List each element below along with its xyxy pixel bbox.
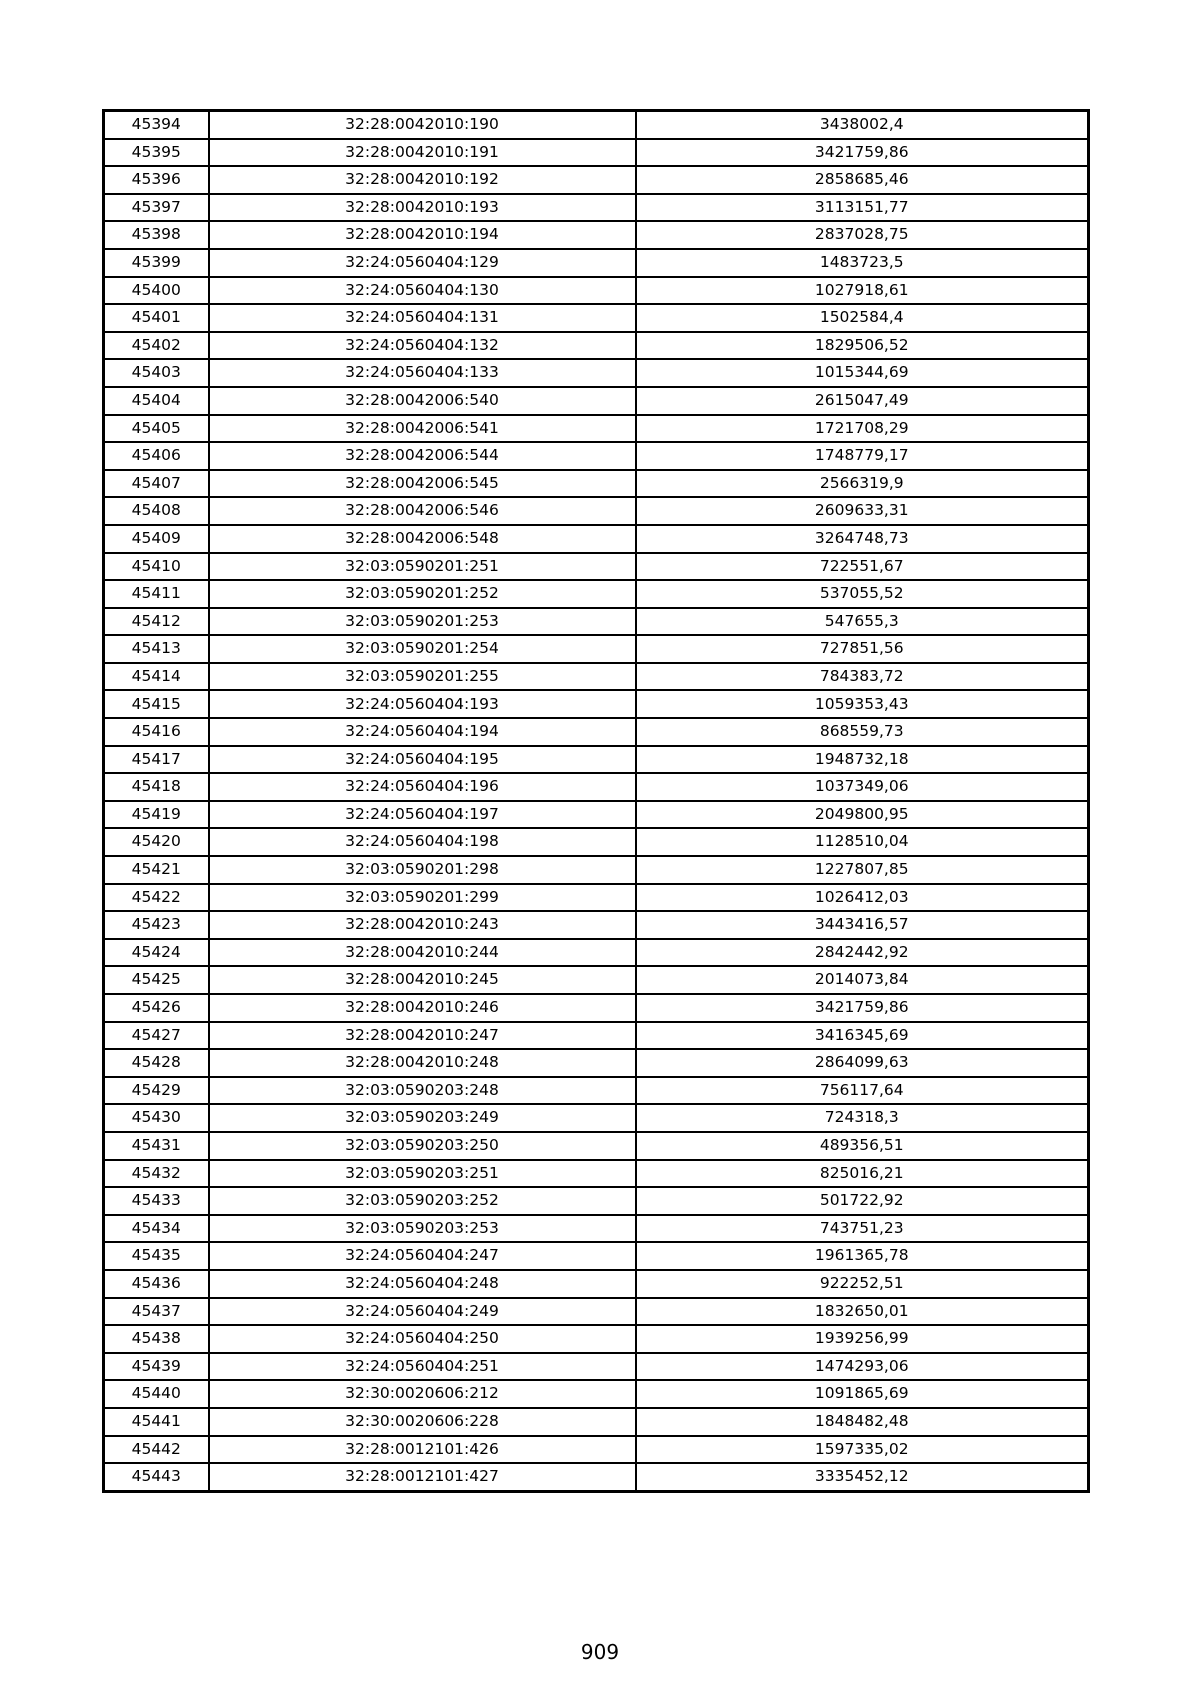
value-cell: 743751,23 xyxy=(636,1215,1089,1243)
row-number-cell: 45418 xyxy=(104,773,209,801)
cadastral-number-cell: 32:28:0042010:243 xyxy=(209,911,636,939)
cadastral-number-cell: 32:28:0042010:194 xyxy=(209,221,636,249)
cadastral-number-cell: 32:28:0042006:540 xyxy=(209,387,636,415)
table-row xyxy=(104,1242,1089,1270)
row-number-cell: 45395 xyxy=(104,139,209,167)
table-row xyxy=(104,608,1089,636)
row-number-cell: 45394 xyxy=(104,111,209,139)
value-cell: 3416345,69 xyxy=(636,1022,1089,1050)
registry-table xyxy=(102,109,1090,1493)
cadastral-number-cell: 32:24:0560404:197 xyxy=(209,801,636,829)
table-row xyxy=(104,359,1089,387)
row-number-cell: 45414 xyxy=(104,663,209,691)
table-row xyxy=(104,1215,1089,1243)
table-row xyxy=(104,911,1089,939)
value-cell: 3421759,86 xyxy=(636,994,1089,1022)
table-row xyxy=(104,1049,1089,1077)
cadastral-number-cell: 32:28:0042010:190 xyxy=(209,111,636,139)
row-number-cell: 45404 xyxy=(104,387,209,415)
row-number-cell: 45406 xyxy=(104,442,209,470)
table-row xyxy=(104,580,1089,608)
cadastral-number-cell: 32:28:0042010:245 xyxy=(209,966,636,994)
table-row xyxy=(104,1353,1089,1381)
row-number-cell: 45410 xyxy=(104,553,209,581)
table-row xyxy=(104,166,1089,194)
page-number: 909 xyxy=(580,1640,620,1664)
table-row xyxy=(104,221,1089,249)
cadastral-number-cell: 32:28:0042006:546 xyxy=(209,497,636,525)
value-cell: 1227807,85 xyxy=(636,856,1089,884)
table-row xyxy=(104,663,1089,691)
cadastral-number-cell: 32:24:0560404:250 xyxy=(209,1325,636,1353)
cadastral-number-cell: 32:24:0560404:249 xyxy=(209,1298,636,1326)
table-row xyxy=(104,773,1089,801)
cadastral-number-cell: 32:03:0590201:253 xyxy=(209,608,636,636)
value-cell: 1832650,01 xyxy=(636,1298,1089,1326)
row-number-cell: 45422 xyxy=(104,884,209,912)
table-row xyxy=(104,139,1089,167)
table-row xyxy=(104,194,1089,222)
value-cell: 1037349,06 xyxy=(636,773,1089,801)
table-row xyxy=(104,635,1089,663)
cadastral-number-cell: 32:24:0560404:129 xyxy=(209,249,636,277)
cadastral-number-cell: 32:30:0020606:228 xyxy=(209,1408,636,1436)
row-number-cell: 45423 xyxy=(104,911,209,939)
cadastral-number-cell: 32:28:0042006:541 xyxy=(209,415,636,443)
cadastral-number-cell: 32:28:0042006:544 xyxy=(209,442,636,470)
value-cell: 1721708,29 xyxy=(636,415,1089,443)
row-number-cell: 45405 xyxy=(104,415,209,443)
cadastral-number-cell: 32:24:0560404:251 xyxy=(209,1353,636,1381)
table-row xyxy=(104,1132,1089,1160)
value-cell: 2566319,9 xyxy=(636,470,1089,498)
table-row xyxy=(104,966,1089,994)
table-row xyxy=(104,387,1089,415)
table-row xyxy=(104,304,1089,332)
table-row xyxy=(104,801,1089,829)
value-cell: 722551,67 xyxy=(636,553,1089,581)
row-number-cell: 45400 xyxy=(104,277,209,305)
value-cell: 756117,64 xyxy=(636,1077,1089,1105)
row-number-cell: 45399 xyxy=(104,249,209,277)
row-number-cell: 45443 xyxy=(104,1463,209,1491)
table-row xyxy=(104,994,1089,1022)
row-number-cell: 45435 xyxy=(104,1242,209,1270)
row-number-cell: 45401 xyxy=(104,304,209,332)
value-cell: 2842442,92 xyxy=(636,939,1089,967)
row-number-cell: 45438 xyxy=(104,1325,209,1353)
value-cell: 1026412,03 xyxy=(636,884,1089,912)
value-cell: 1829506,52 xyxy=(636,332,1089,360)
table-row xyxy=(104,856,1089,884)
cadastral-number-cell: 32:03:0590201:254 xyxy=(209,635,636,663)
row-number-cell: 45425 xyxy=(104,966,209,994)
row-number-cell: 45439 xyxy=(104,1353,209,1381)
value-cell: 2049800,95 xyxy=(636,801,1089,829)
value-cell: 537055,52 xyxy=(636,580,1089,608)
cadastral-number-cell: 32:24:0560404:130 xyxy=(209,277,636,305)
table-row xyxy=(104,442,1089,470)
table-row xyxy=(104,111,1089,139)
value-cell: 2615047,49 xyxy=(636,387,1089,415)
cadastral-number-cell: 32:28:0042010:244 xyxy=(209,939,636,967)
table-row xyxy=(104,690,1089,718)
value-cell: 3443416,57 xyxy=(636,911,1089,939)
cadastral-number-cell: 32:03:0590203:249 xyxy=(209,1104,636,1132)
row-number-cell: 45419 xyxy=(104,801,209,829)
value-cell: 1748779,17 xyxy=(636,442,1089,470)
table-row xyxy=(104,1436,1089,1464)
row-number-cell: 45397 xyxy=(104,194,209,222)
row-number-cell: 45413 xyxy=(104,635,209,663)
row-number-cell: 45441 xyxy=(104,1408,209,1436)
table-row xyxy=(104,415,1089,443)
cadastral-number-cell: 32:24:0560404:195 xyxy=(209,746,636,774)
row-number-cell: 45411 xyxy=(104,580,209,608)
table-row xyxy=(104,1104,1089,1132)
row-number-cell: 45416 xyxy=(104,718,209,746)
value-cell: 1961365,78 xyxy=(636,1242,1089,1270)
row-number-cell: 45403 xyxy=(104,359,209,387)
table-row xyxy=(104,1022,1089,1050)
value-cell: 3113151,77 xyxy=(636,194,1089,222)
value-cell: 1015344,69 xyxy=(636,359,1089,387)
row-number-cell: 45429 xyxy=(104,1077,209,1105)
row-number-cell: 45433 xyxy=(104,1187,209,1215)
table-row xyxy=(104,1077,1089,1105)
cadastral-number-cell: 32:03:0590203:253 xyxy=(209,1215,636,1243)
row-number-cell: 45408 xyxy=(104,497,209,525)
row-number-cell: 45440 xyxy=(104,1380,209,1408)
cadastral-number-cell: 32:24:0560404:131 xyxy=(209,304,636,332)
cadastral-number-cell: 32:24:0560404:133 xyxy=(209,359,636,387)
cadastral-number-cell: 32:28:0012101:427 xyxy=(209,1463,636,1491)
row-number-cell: 45421 xyxy=(104,856,209,884)
cadastral-number-cell: 32:03:0590201:251 xyxy=(209,553,636,581)
cadastral-number-cell: 32:28:0042010:247 xyxy=(209,1022,636,1050)
table-row xyxy=(104,525,1089,553)
value-cell: 1939256,99 xyxy=(636,1325,1089,1353)
table-row xyxy=(104,1187,1089,1215)
value-cell: 3421759,86 xyxy=(636,139,1089,167)
row-number-cell: 45428 xyxy=(104,1049,209,1077)
cadastral-number-cell: 32:03:0590201:255 xyxy=(209,663,636,691)
value-cell: 2837028,75 xyxy=(636,221,1089,249)
row-number-cell: 45409 xyxy=(104,525,209,553)
table-row xyxy=(104,718,1089,746)
value-cell: 3438002,4 xyxy=(636,111,1089,139)
value-cell: 2864099,63 xyxy=(636,1049,1089,1077)
row-number-cell: 45415 xyxy=(104,690,209,718)
cadastral-number-cell: 32:28:0042010:192 xyxy=(209,166,636,194)
table-row xyxy=(104,1325,1089,1353)
row-number-cell: 45432 xyxy=(104,1160,209,1188)
table-row xyxy=(104,1463,1089,1491)
row-number-cell: 45427 xyxy=(104,1022,209,1050)
value-cell: 501722,92 xyxy=(636,1187,1089,1215)
value-cell: 3335452,12 xyxy=(636,1463,1089,1491)
table-row xyxy=(104,470,1089,498)
row-number-cell: 45426 xyxy=(104,994,209,1022)
cadastral-number-cell: 32:24:0560404:247 xyxy=(209,1242,636,1270)
cadastral-number-cell: 32:03:0590203:250 xyxy=(209,1132,636,1160)
cadastral-number-cell: 32:28:0042006:545 xyxy=(209,470,636,498)
value-cell: 825016,21 xyxy=(636,1160,1089,1188)
row-number-cell: 45417 xyxy=(104,746,209,774)
row-number-cell: 45436 xyxy=(104,1270,209,1298)
cadastral-number-cell: 32:03:0590203:248 xyxy=(209,1077,636,1105)
cadastral-number-cell: 32:03:0590203:251 xyxy=(209,1160,636,1188)
row-number-cell: 45437 xyxy=(104,1298,209,1326)
value-cell: 724318,3 xyxy=(636,1104,1089,1132)
row-number-cell: 45431 xyxy=(104,1132,209,1160)
cadastral-number-cell: 32:24:0560404:248 xyxy=(209,1270,636,1298)
cadastral-number-cell: 32:28:0042010:246 xyxy=(209,994,636,1022)
cadastral-number-cell: 32:30:0020606:212 xyxy=(209,1380,636,1408)
cadastral-number-cell: 32:28:0042010:193 xyxy=(209,194,636,222)
table-row xyxy=(104,746,1089,774)
value-cell: 1502584,4 xyxy=(636,304,1089,332)
row-number-cell: 45412 xyxy=(104,608,209,636)
value-cell: 1128510,04 xyxy=(636,828,1089,856)
cadastral-number-cell: 32:24:0560404:196 xyxy=(209,773,636,801)
cadastral-number-cell: 32:24:0560404:132 xyxy=(209,332,636,360)
cadastral-number-cell: 32:24:0560404:194 xyxy=(209,718,636,746)
row-number-cell: 45420 xyxy=(104,828,209,856)
value-cell: 1948732,18 xyxy=(636,746,1089,774)
table-row xyxy=(104,828,1089,856)
value-cell: 868559,73 xyxy=(636,718,1089,746)
value-cell: 727851,56 xyxy=(636,635,1089,663)
table-row xyxy=(104,1408,1089,1436)
table-row xyxy=(104,1380,1089,1408)
value-cell: 2014073,84 xyxy=(636,966,1089,994)
row-number-cell: 45407 xyxy=(104,470,209,498)
row-number-cell: 45398 xyxy=(104,221,209,249)
cadastral-number-cell: 32:24:0560404:198 xyxy=(209,828,636,856)
value-cell: 1027918,61 xyxy=(636,277,1089,305)
row-number-cell: 45434 xyxy=(104,1215,209,1243)
table-row xyxy=(104,277,1089,305)
value-cell: 922252,51 xyxy=(636,1270,1089,1298)
cadastral-number-cell: 32:03:0590203:252 xyxy=(209,1187,636,1215)
value-cell: 1597335,02 xyxy=(636,1436,1089,1464)
table-row xyxy=(104,1298,1089,1326)
value-cell: 3264748,73 xyxy=(636,525,1089,553)
value-cell: 1091865,69 xyxy=(636,1380,1089,1408)
value-cell: 2858685,46 xyxy=(636,166,1089,194)
table-row xyxy=(104,1160,1089,1188)
table-row xyxy=(104,884,1089,912)
table-row xyxy=(104,553,1089,581)
cadastral-number-cell: 32:03:0590201:252 xyxy=(209,580,636,608)
table-row xyxy=(104,1270,1089,1298)
table-row xyxy=(104,939,1089,967)
cadastral-number-cell: 32:03:0590201:298 xyxy=(209,856,636,884)
table-row xyxy=(104,249,1089,277)
value-cell: 547655,3 xyxy=(636,608,1089,636)
value-cell: 2609633,31 xyxy=(636,497,1089,525)
cadastral-number-cell: 32:28:0042006:548 xyxy=(209,525,636,553)
row-number-cell: 45442 xyxy=(104,1436,209,1464)
row-number-cell: 45396 xyxy=(104,166,209,194)
table-row xyxy=(104,332,1089,360)
table-row xyxy=(104,497,1089,525)
cadastral-number-cell: 32:28:0042010:248 xyxy=(209,1049,636,1077)
row-number-cell: 45424 xyxy=(104,939,209,967)
value-cell: 1483723,5 xyxy=(636,249,1089,277)
cadastral-number-cell: 32:28:0042010:191 xyxy=(209,139,636,167)
value-cell: 784383,72 xyxy=(636,663,1089,691)
value-cell: 1059353,43 xyxy=(636,690,1089,718)
registry-table-body xyxy=(104,111,1089,1492)
value-cell: 489356,51 xyxy=(636,1132,1089,1160)
row-number-cell: 45402 xyxy=(104,332,209,360)
value-cell: 1848482,48 xyxy=(636,1408,1089,1436)
cadastral-number-cell: 32:28:0012101:426 xyxy=(209,1436,636,1464)
value-cell: 1474293,06 xyxy=(636,1353,1089,1381)
cadastral-number-cell: 32:24:0560404:193 xyxy=(209,690,636,718)
row-number-cell: 45430 xyxy=(104,1104,209,1132)
cadastral-number-cell: 32:03:0590201:299 xyxy=(209,884,636,912)
